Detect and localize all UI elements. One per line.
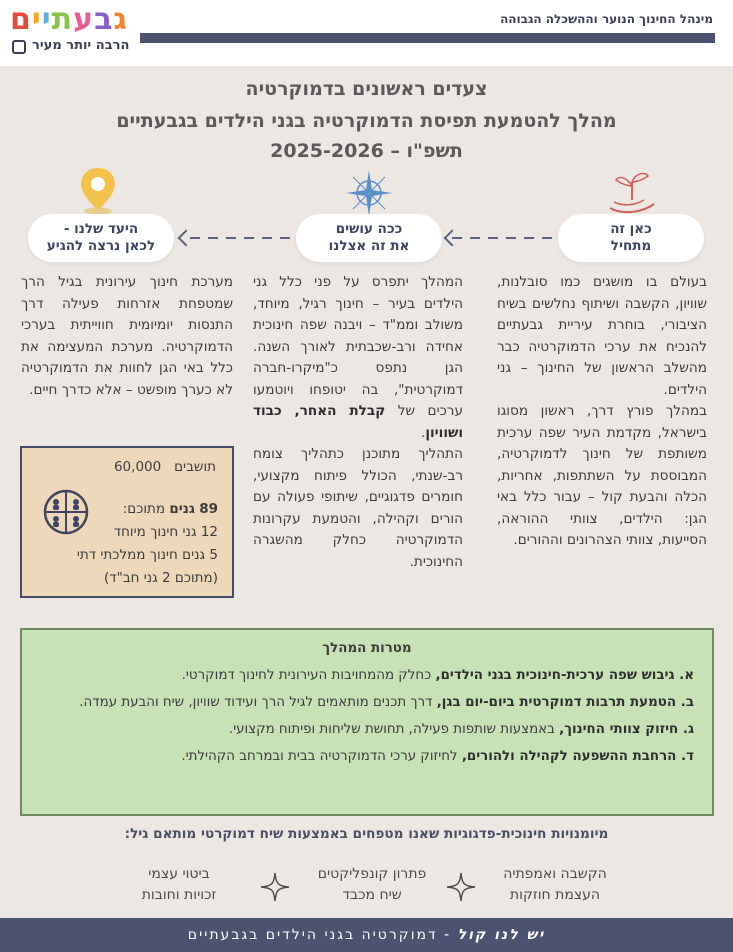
kindergarten-children-icon — [42, 488, 90, 536]
flow-connector-1 — [450, 237, 552, 239]
goal-item-c: ג. חיזוק צוותי החינוך, באמצעות שותפות פעילה, תחושת שליחות ופיתוח מקצועי. — [228, 722, 694, 737]
flow-goal-pill[interactable] — [28, 214, 174, 262]
footer-text: - דמוקרטיה בגני הילדים בגבעתיים — [187, 927, 458, 943]
flow-start-pill[interactable] — [558, 214, 704, 262]
logo-letter: ת — [51, 2, 73, 37]
kindergartens-count: 89 גנים מתוכם: — [122, 501, 218, 517]
vision-paragraph: מערכת חינוך עירונית בגיל הרך שמטפחת אזרחות פעילה דרך התנסות יומיומית חווייתית בערכי הדמוקרטיה. מערכת המעצימה את כלל באי הגן לחוות את הדמוקרטיה לא כערך מופשט – אלא כדרך חיים. — [21, 274, 233, 398]
page-title: צעדים ראשונים בדמוקרטיה — [245, 78, 488, 100]
religious-count: 5 גנים חינוך ממלכתי דתי — [76, 547, 218, 563]
department-name: מינהל החינוך הנוער וההשכלה הגבוהה — [500, 12, 713, 26]
logo-letter: ג — [113, 2, 127, 37]
arrow-left-icon — [178, 230, 195, 247]
goals-box — [20, 628, 714, 816]
city-emblem-icon — [12, 40, 26, 54]
compass-icon — [344, 168, 394, 218]
residents-stat — [114, 456, 216, 479]
flow-middle-line2: את זה אצלנו — [328, 238, 410, 254]
kindergartens-stat — [77, 498, 218, 590]
flow-start-line2: מתחיל — [610, 238, 652, 254]
sparkle-icon — [446, 872, 476, 902]
special-ed-count: 12 גני חינוך מיוחד — [113, 524, 218, 540]
flow-start-line1: כאן זה — [610, 221, 652, 237]
skill-group-3: ביטוי עצמי זכויות וחובות — [141, 866, 217, 903]
footer-slogan: יש לנו קול — [457, 927, 546, 943]
flow-connector-2 — [184, 237, 290, 239]
skill-group-1: הקשבה ואמפתיה העצמת חוזקות — [503, 866, 607, 903]
header-bar — [140, 33, 715, 43]
approach-paragraph-2: התהליך מתוכנן כתהליך צומח רב-שנתי, הכולל פיתוח מקצועי, חומרים פדגוגיים, שיתופי פעולה עם הורים וקהילה, והטמעת עקרונות הדמוקרטיה כחלק מהשגרה החינוכית. — [253, 446, 463, 570]
logo-letter: י — [31, 2, 41, 37]
flow-middle-pill[interactable] — [296, 214, 442, 262]
goal-item-d: ד. הרחבת ההשפעה לקהילה ולהורים, לחיזוק ערכי הדמוקרטיה בבית ובמרחב הקהילתי. — [181, 749, 694, 764]
logo-letter: י — [41, 2, 51, 37]
approach-paragraph-1: המהלך יתפרס על פני כלל גני הילדים בעיר – חינוך רגיל, מיוחד, משולב וממ"ד – ויבנה שפה חינוכית אחידה ורב-שכבתית לאורך השנה. הגן נתפס כ"מיקרו-חברה דמוקרטית", בה יטופחו ויוטמעו ערכים של קבלת האחר, כבוד ושוויון. — [253, 274, 463, 441]
flow-goal-line2: לכאן נרצה להגיע — [46, 238, 156, 254]
arrow-left-icon — [444, 230, 461, 247]
religious-note: (מתוכם 2 גני חב"ד) — [103, 570, 218, 586]
approach-column — [253, 272, 463, 573]
page-subtitle: מהלך להטמעת תפיסת הדמוקרטיה בגני הילדים בגבעתיים — [116, 110, 617, 132]
sparkle-icon — [260, 872, 290, 902]
stats-box — [20, 446, 234, 598]
seedling-hand-icon — [604, 168, 660, 218]
intro-paragraph-1: בעולם בו מושגים כמו סובלנות, שוויון, הקשבה ושיתוף נחלשים בשיח הציבורי, בוחרת עיריית גבעתיים להנכיח את ערכי הדמוקרטיה כבר מהשלב הראשון של החינוך – גני הילדים. — [497, 274, 707, 398]
school-year: תשפ"ו – 2025-2026 — [270, 140, 463, 162]
logo-letter: ע — [73, 2, 94, 37]
goal-item-b: ב. הטמעת תרבות דמוקרטית ביום-יום בגן, דרך תכנים מותאמים לגיל הרך ועידוד שוויון, שיח והבעת עמדה. — [79, 695, 694, 710]
skill-group-2: פתרון קונפליקטים שיח מכבד — [317, 866, 427, 903]
goals-title: מטרות המהלך — [322, 641, 412, 656]
residents-number: 60,000 — [113, 459, 162, 475]
title-block — [0, 76, 733, 166]
page-header — [0, 0, 733, 66]
goal-item-a: א. גיבוש שפה ערכית-חינוכית בגני הילדים, כחלק מהמחויבות העירונית לחינוך דמוקרטי. — [181, 668, 694, 683]
page-footer — [0, 918, 733, 952]
logo-word — [10, 4, 160, 36]
logo-slogan: הרבה יותר מעיר — [32, 38, 130, 53]
flow-middle-line1: ככה עושים — [335, 221, 403, 237]
logo-letter: ם — [10, 2, 31, 37]
flow-goal-line1: היעד שלנו - — [63, 221, 139, 237]
logo-letter: ב — [94, 2, 113, 37]
core-values: קבלת האחר, כבוד ושוויון — [253, 403, 463, 441]
residents-label: תושבים — [174, 459, 216, 475]
intro-paragraph-2: במהלך פורץ דרך, ראשון מסוגו בישראל, מקדמת העיר שפה ערכית משותפת של חינוך לדמוקרטיה, המבוססת על השתתפות, אחריות, הכלה והבעת קול – עבור כלל באי הגן: הילדים, צוותי ההוראה, הסייעות, צוותי הצהרונים וההורים. — [497, 403, 707, 548]
vision-column — [21, 272, 233, 401]
skills-title: מיומנויות חינוכית-פדגוגיות שאנו מטפחים באמצעות שיח דמוקרטי מותאם גיל: — [124, 826, 609, 842]
intro-column — [497, 272, 707, 552]
givatayim-logo[interactable] — [10, 4, 160, 60]
location-pin-icon — [78, 166, 118, 216]
